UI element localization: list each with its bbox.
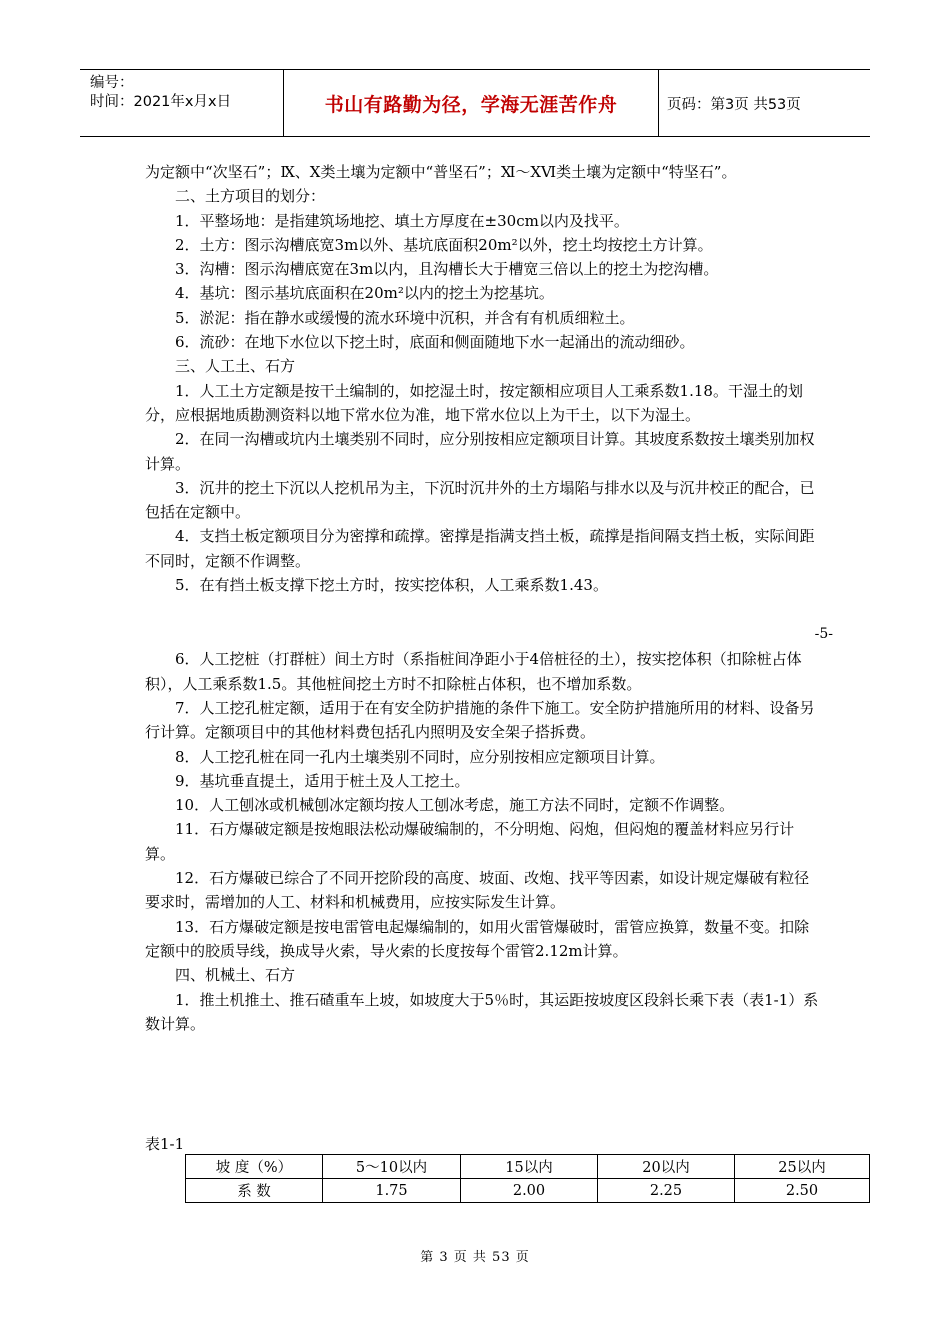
inline-page-mark: -5- (814, 626, 833, 643)
table-cell: 2.50 (735, 1179, 870, 1203)
coefficient-table (185, 1154, 870, 1203)
table-cell: 5～10以内 (323, 1155, 461, 1179)
table-cell: 2.25 (598, 1179, 735, 1203)
document-body (145, 160, 833, 1036)
paragraph-group-1 (145, 160, 821, 597)
paragraph: 13．石方爆破定额是按电雷管电起爆编制的，如用火雷管爆破时，雷管应换算，数量不变。扣除定额中的胶质导线，换成导火索，导火索的长度按每个雷管2.12m计算。 (145, 917, 810, 960)
paragraph: 6．流砂：在地下水位以下挖土时，底面和侧面随地下水一起涌出的流动细砂。 (175, 333, 695, 352)
paragraph: 3．沉井的挖土下沉以人挖机吊为主，下沉时沉井外的土方塌陷与排水以及与沉井校正的配合，已包括在定额中。 (145, 478, 815, 522)
paragraph: 1．平整场地：是指建筑场地挖、填土方厚度在±30cm以内及找平。 (175, 211, 629, 230)
paragraph: 11．石方爆破定额是按炮眼法松动爆破编制的，不分明炮、闷炮，但闷炮的覆盖材料应另行计算。 (145, 820, 795, 863)
paragraph: 1．推土机推土、推石碴重车上坡，如坡度大于5％时，其运距按坡度区段斜长乘下表（表1-1）系数计算。 (145, 990, 819, 1033)
paragraph: 四、机械土、石方 (175, 966, 296, 985)
header-motto: 书山有路勤为径，学海无涯苦作舟 (324, 93, 618, 116)
paragraph: 12．石方爆破已综合了不同开挖阶段的高度、坡面、改炮、找平等因素，如设计规定爆破有粒径要求时，需增加的人工、材料和机械费用，应按实际发生计算。 (145, 869, 810, 912)
page-header (80, 69, 870, 137)
paragraph: 2．土方：图示沟槽底宽3m以外、基坑底面积20m²以外，挖土均按挖土方计算。 (175, 235, 713, 254)
table-cell: 25以内 (735, 1155, 870, 1179)
paragraph: 二、土方项目的划分： (175, 187, 326, 206)
paragraph-group-2 (145, 647, 821, 1036)
paragraph: 4．支挡土板定额项目分为密撑和疏撑。密撑是指满支挡土板，疏撑是指间隔支挡土板，实际间距不同时，定额不作调整。 (145, 527, 815, 570)
header-meta (80, 70, 283, 136)
table-row (186, 1155, 870, 1179)
paragraph: 2．在同一沟槽或坑内土壤类别不同时，应分别按相应定额项目计算。其坡度系数按土壤类别加权计算。 (145, 430, 815, 473)
paragraph: 4．基坑：图示基坑底面积在20m²以内的挖土为挖基坑。 (175, 284, 554, 303)
paragraph: 7．人工挖孔桩定额，适用于在有安全防护措施的条件下施工。安全防护措施所用的材料、设备另行计算。定额项目中的其他材料费包括孔内照明及安全架子搭拆费。 (145, 698, 815, 742)
table-cell: 系 数 (186, 1179, 323, 1203)
paragraph: 三、人工土、石方 (175, 357, 296, 376)
table-cell: 坡 度（%） (186, 1155, 323, 1179)
paragraph: 5．在有挡土板支撑下挖土方时，按实挖体积，人工乘系数1.43。 (175, 576, 608, 595)
table-row (186, 1179, 870, 1203)
table-cell: 20以内 (598, 1155, 735, 1179)
section-gap (145, 597, 821, 621)
paragraph: 3．沟槽：图示沟槽底宽在3m以内，且沟槽长大于槽宽三倍以上的挖土为挖沟槽。 (175, 260, 719, 279)
header-page-info: 页码：第3页 共53页 (667, 96, 801, 113)
table-cell: 15以内 (461, 1155, 598, 1179)
paragraph: 5．淤泥：指在静水或缓慢的流水环境中沉积，并含有有机质细粒土。 (175, 308, 635, 327)
paragraph: 8．人工挖孔桩在同一孔内土壤类别不同时，应分别按相应定额项目计算。 (175, 747, 665, 766)
paragraph: 10．人工刨冰或机械刨冰定额均按人工刨冰考虑，施工方法不同时，定额不作调整。 (175, 796, 735, 815)
table-cell: 1.75 (323, 1179, 461, 1203)
paragraph: 1．人工土方定额是按干土编制的，如挖湿土时，按定额相应项目人工乘系数1.18。干湿土的划分，应根据地质勘测资料以地下常水位为准，地下常水位以上为干土，以下为湿土。 (145, 381, 803, 424)
table-caption: 表1-1 (145, 1135, 185, 1153)
date-label: 时间：2021年x月x日 (90, 94, 232, 110)
paragraph: 为定额中“次坚石”；Ⅸ、Ⅹ类土壤为定额中“普坚石”；Ⅺ～ⅩⅥ类土壤为定额中“特坚石”。 (145, 163, 737, 181)
paragraph: 6．人工挖桩（打群桩）间土方时（系指桩间净距小于4倍桩径的土），按实挖体积（扣除桩占体积），人工乘系数1.5。其他桩间挖土方时不扣除桩占体积，也不增加系数。 (145, 650, 802, 693)
table-cell: 2.00 (461, 1179, 598, 1203)
paragraph: 9．基坑垂直提土，适用于桩土及人工挖土。 (175, 771, 470, 790)
page-footer: 第 3 页 共 53 页 (420, 1250, 530, 1265)
number-label: 编号： (90, 75, 134, 91)
